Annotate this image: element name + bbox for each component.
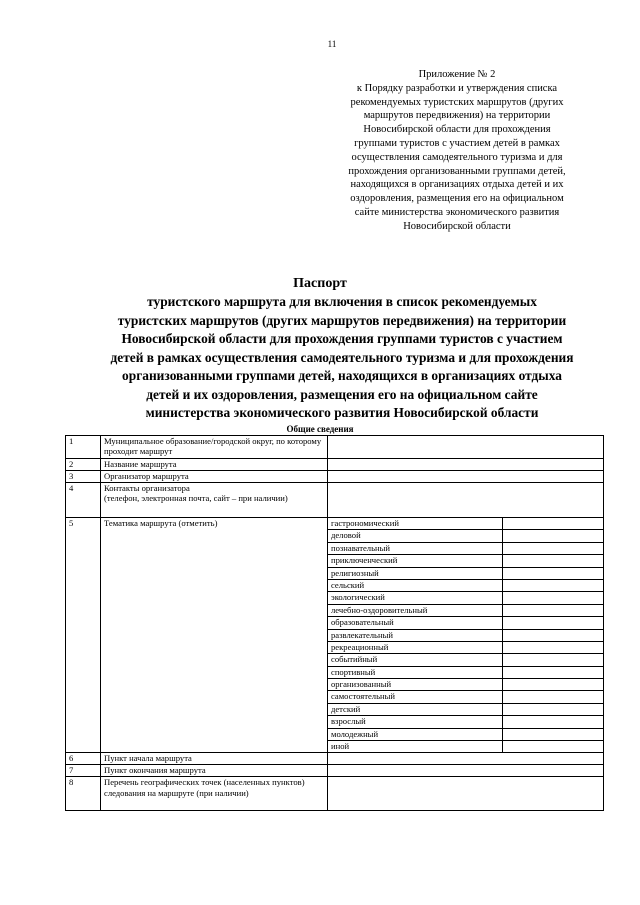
theme-option: лечебно-оздоровительный	[328, 604, 503, 616]
theme-option: событийный	[328, 654, 503, 666]
passport-subtitle	[72, 293, 612, 423]
theme-option: молодежный	[328, 728, 503, 740]
passport-subtitle-line: детей и их оздоровления, размещения его на официальном сайте	[146, 386, 538, 402]
theme-checkbox-cell[interactable]	[503, 703, 604, 715]
theme-checkbox-cell[interactable]	[503, 567, 604, 579]
theme-checkbox-cell[interactable]	[503, 629, 604, 641]
theme-option: рекреационный	[328, 641, 503, 653]
theme-checkbox-cell[interactable]	[503, 530, 604, 542]
appendix-line: маршрутов передвижения) на территории	[363, 110, 551, 122]
appendix-line: рекомендуемых туристских маршрутов (других	[350, 96, 564, 108]
appendix-line: осуществления самодеятельного туризма и для	[351, 151, 563, 163]
theme-checkbox-cell[interactable]	[503, 654, 604, 666]
appendix-line: оздоровления, размещения его на официальном	[350, 193, 564, 205]
row-label: Муниципальное образование/городской округ, по которому проходит маршрут	[101, 436, 328, 459]
theme-option: иной	[328, 741, 503, 753]
row-value-cell[interactable]	[328, 471, 604, 483]
theme-checkbox-cell[interactable]	[503, 617, 604, 629]
theme-checkbox-cell[interactable]	[503, 579, 604, 591]
table-row	[66, 471, 604, 483]
row-label: Название маршрута	[101, 459, 328, 471]
appendix-line: находящихся в организациях отдыха детей и их	[350, 179, 564, 191]
row-number: 7	[66, 765, 101, 777]
row-value-cell[interactable]	[328, 753, 604, 765]
row-value-cell[interactable]	[328, 436, 604, 459]
theme-option: самостоятельный	[328, 691, 503, 703]
table-row	[66, 436, 604, 459]
passport-subtitle-line: детей в рамках осуществления самодеятельного туризма и для прохождения	[110, 349, 574, 365]
theme-option: приключенческий	[328, 555, 503, 567]
theme-option: деловой	[328, 530, 503, 542]
theme-option: организованный	[328, 679, 503, 691]
table-row	[66, 518, 604, 530]
row-label: Пункт начала маршрута	[101, 753, 328, 765]
theme-option: гастрономический	[328, 518, 503, 530]
row-label: Перечень географических точек (населенных пунктов) следования на маршруте (при наличии)	[101, 777, 328, 811]
row-label: Контакты организатора (телефон, электронная почта, сайт – при наличии)	[101, 483, 328, 518]
theme-option: взрослый	[328, 716, 503, 728]
theme-checkbox-cell[interactable]	[503, 604, 604, 616]
appendix-header	[322, 68, 592, 234]
appendix-line: Новосибирской области	[403, 220, 511, 232]
appendix-line: сайте министерства экономического развития	[354, 206, 560, 218]
appendix-line: Новосибирской области для прохождения	[363, 124, 551, 136]
theme-option: образовательный	[328, 617, 503, 629]
theme-option: сельский	[328, 579, 503, 591]
passport-subtitle-line: Новосибирской области для прохождения группами туристов с участием	[121, 331, 563, 346]
row-value-cell[interactable]	[328, 459, 604, 471]
appendix-line: прохождения организованными группами детей,	[348, 165, 566, 177]
appendix-line: Приложение № 2	[418, 69, 496, 80]
theme-checkbox-cell[interactable]	[503, 691, 604, 703]
theme-checkbox-cell[interactable]	[503, 666, 604, 678]
row-number: 4	[66, 483, 101, 518]
theme-option: экологический	[328, 592, 503, 604]
row-label: Организатор маршрута	[101, 471, 328, 483]
row-number: 8	[66, 777, 101, 811]
passport-subtitle-line: министерства экономического развития Новосибирской области	[145, 405, 539, 420]
table-row	[66, 765, 604, 777]
page-number: 11	[327, 39, 337, 49]
table-row	[66, 459, 604, 471]
row-value-cell[interactable]	[328, 765, 604, 777]
row-label: Пункт окончания маршрута	[101, 765, 328, 777]
theme-option: развлекательный	[328, 629, 503, 641]
row-number: 6	[66, 753, 101, 765]
section-title: Общие сведения	[286, 424, 354, 434]
passport-title: Паспорт	[293, 276, 347, 291]
table-row	[66, 753, 604, 765]
table-row	[66, 777, 604, 811]
theme-checkbox-cell[interactable]	[503, 518, 604, 530]
theme-option: детский	[328, 703, 503, 715]
row-label: Тематика маршрута (отметить)	[101, 518, 328, 753]
appendix-line: к Порядку разработки и утверждения списка	[356, 82, 558, 94]
row-number: 5	[66, 518, 101, 753]
appendix-line: группами туристов с участием детей в рамках	[354, 137, 560, 149]
theme-checkbox-cell[interactable]	[503, 728, 604, 740]
row-number: 1	[66, 436, 101, 459]
theme-checkbox-cell[interactable]	[503, 641, 604, 653]
row-value-cell[interactable]	[328, 483, 604, 518]
passport-subtitle-line: туристского маршрута для включения в список рекомендуемых	[147, 294, 537, 309]
theme-checkbox-cell[interactable]	[503, 716, 604, 728]
row-number: 3	[66, 471, 101, 483]
theme-checkbox-cell[interactable]	[503, 555, 604, 567]
theme-checkbox-cell[interactable]	[503, 542, 604, 554]
theme-option: религиозный	[328, 567, 503, 579]
theme-checkbox-cell[interactable]	[503, 741, 604, 753]
theme-option: познавательный	[328, 542, 503, 554]
row-value-cell[interactable]	[328, 777, 604, 811]
general-info-table	[65, 435, 604, 811]
table-row	[66, 483, 604, 518]
passport-subtitle-line: туристских маршрутов (других маршрутов передвижения) на территории	[117, 312, 567, 328]
theme-option: спортивный	[328, 666, 503, 678]
row-number: 2	[66, 459, 101, 471]
passport-subtitle-line: организованными группами детей, находящихся в организациях отдыха	[122, 368, 562, 383]
theme-checkbox-cell[interactable]	[503, 679, 604, 691]
theme-checkbox-cell[interactable]	[503, 592, 604, 604]
